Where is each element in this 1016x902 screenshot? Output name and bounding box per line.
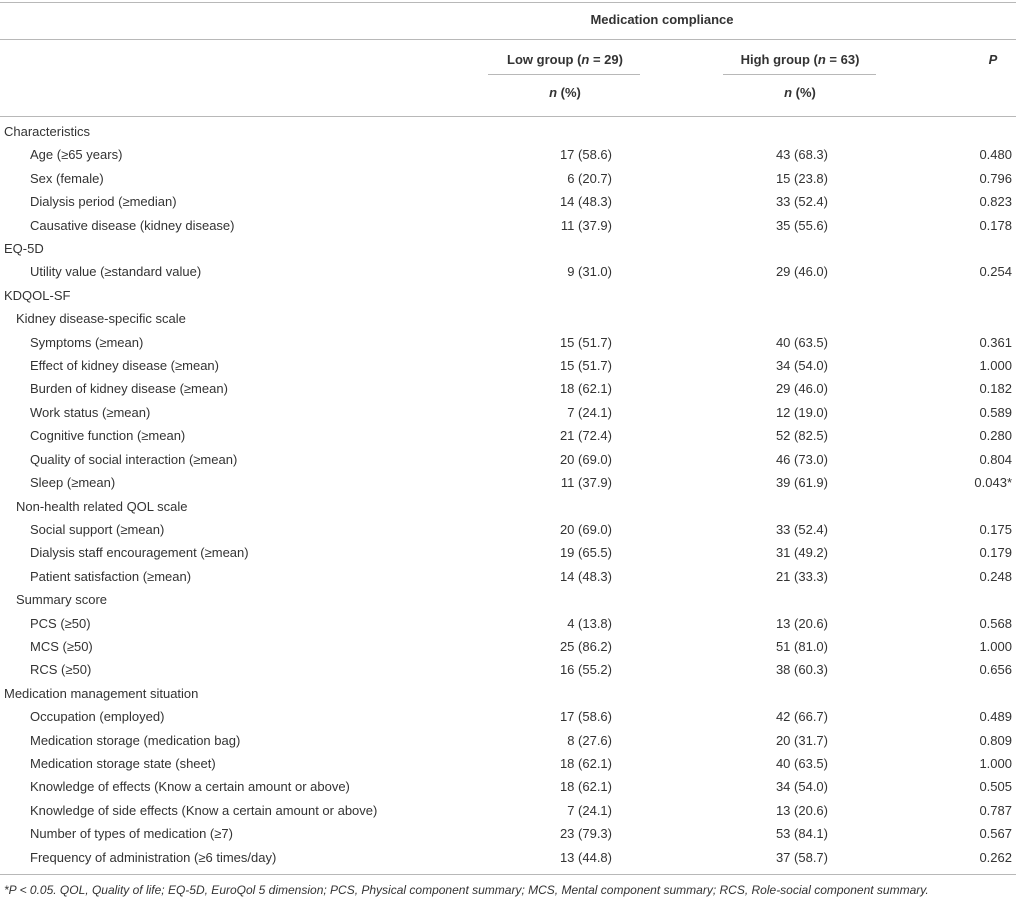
low-group-value: 18 (62.1) bbox=[559, 779, 612, 795]
low-group-subheader-n: n bbox=[549, 85, 558, 100]
p-value: 0.505 bbox=[979, 779, 1012, 795]
high-group-value: 46 (73.0) bbox=[775, 451, 828, 467]
table-row bbox=[0, 401, 1016, 424]
low-group-value: 14 (48.3) bbox=[559, 194, 612, 210]
table-row bbox=[0, 354, 1016, 377]
header-bottom-rule bbox=[0, 116, 1016, 117]
low-group-value: 18 (62.1) bbox=[559, 381, 612, 397]
table-body bbox=[0, 120, 1016, 869]
high-group-value: 51 (81.0) bbox=[775, 638, 828, 654]
high-group-value: 29 (46.0) bbox=[775, 381, 828, 397]
row-label: Patient satisfaction (≥mean) bbox=[30, 568, 192, 584]
high-group-header bbox=[741, 52, 860, 68]
section-title bbox=[0, 237, 1016, 260]
table-row bbox=[0, 143, 1016, 166]
low-group-value: 9 (31.0) bbox=[567, 264, 612, 280]
p-value: 0.175 bbox=[979, 521, 1012, 537]
p-value-header-label: P bbox=[988, 52, 998, 67]
p-value: 0.262 bbox=[979, 849, 1012, 865]
high-group-value: 31 (49.2) bbox=[775, 545, 828, 561]
low-group-value: 8 (27.6) bbox=[567, 732, 612, 748]
row-label: Work status (≥mean) bbox=[30, 404, 151, 420]
low-group-value: 7 (24.1) bbox=[567, 802, 612, 818]
p-value-header bbox=[989, 52, 998, 68]
low-group-value: 17 (58.6) bbox=[559, 147, 612, 163]
p-value: 0.480 bbox=[979, 147, 1012, 163]
p-value: 1.000 bbox=[979, 755, 1012, 771]
p-value: 0.568 bbox=[979, 615, 1012, 631]
p-value: 0.043* bbox=[974, 475, 1012, 491]
high-group-underline bbox=[723, 74, 876, 75]
low-group-value: 11 (37.9) bbox=[560, 217, 612, 233]
table-row bbox=[0, 448, 1016, 471]
high-group-value: 20 (31.7) bbox=[775, 732, 828, 748]
high-group-header-count: = 63) bbox=[825, 52, 860, 67]
low-group-value: 17 (58.6) bbox=[559, 709, 612, 725]
table-row bbox=[0, 729, 1016, 752]
table-row bbox=[0, 846, 1016, 869]
row-label: Sleep (≥mean) bbox=[30, 475, 116, 491]
table-row bbox=[0, 775, 1016, 798]
p-value: 0.280 bbox=[979, 428, 1012, 444]
low-group-value: 20 (69.0) bbox=[559, 451, 612, 467]
table-row bbox=[0, 518, 1016, 541]
row-label: Knowledge of effects (Know a certain amount or above) bbox=[30, 779, 350, 795]
high-group-value: 42 (66.7) bbox=[775, 709, 828, 725]
p-value: 0.567 bbox=[979, 826, 1012, 842]
row-label: Quality of social interaction (≥mean) bbox=[30, 451, 238, 467]
row-label: Burden of kidney disease (≥mean) bbox=[30, 381, 228, 397]
table-row bbox=[0, 214, 1016, 237]
p-value: 0.809 bbox=[979, 732, 1012, 748]
high-group-value: 21 (33.3) bbox=[775, 568, 828, 584]
section-title-label: Medication management situation bbox=[4, 685, 199, 701]
low-group-value: 21 (72.4) bbox=[559, 428, 612, 444]
row-label: Sex (female) bbox=[30, 170, 104, 186]
high-group-value: 35 (55.6) bbox=[775, 217, 828, 233]
high-group-value: 34 (54.0) bbox=[775, 358, 828, 374]
high-group-value: 12 (19.0) bbox=[775, 404, 828, 420]
row-label: MCS (≥50) bbox=[30, 638, 93, 654]
row-label: Causative disease (kidney disease) bbox=[30, 217, 235, 233]
subsection-title bbox=[0, 588, 1016, 611]
low-group-value: 18 (62.1) bbox=[559, 755, 612, 771]
high-group-subheader-percent: (%) bbox=[792, 85, 816, 100]
subsection-title bbox=[0, 495, 1016, 518]
high-group-value: 34 (54.0) bbox=[775, 779, 828, 795]
low-group-subheader-percent: (%) bbox=[557, 85, 581, 100]
table-row bbox=[0, 167, 1016, 190]
high-group-value: 40 (63.5) bbox=[775, 755, 828, 771]
row-label: Age (≥65 years) bbox=[30, 147, 123, 163]
section-title-label: KDQOL-SF bbox=[4, 287, 71, 303]
p-value: 0.804 bbox=[979, 451, 1012, 467]
low-group-header bbox=[507, 52, 623, 68]
row-label: Dialysis staff encouragement (≥mean) bbox=[30, 545, 249, 561]
high-group-value: 52 (82.5) bbox=[775, 428, 828, 444]
high-group-header-text: High group ( bbox=[740, 52, 818, 67]
p-value: 0.248 bbox=[979, 568, 1012, 584]
table-row bbox=[0, 705, 1016, 728]
low-group-value: 23 (79.3) bbox=[559, 826, 612, 842]
subsection-title-label: Kidney disease-specific scale bbox=[16, 311, 186, 327]
high-group-value: 29 (46.0) bbox=[775, 264, 828, 280]
section-title-label: EQ-5D bbox=[4, 241, 44, 257]
row-label: Knowledge of side effects (Know a certain amount or above) bbox=[30, 802, 378, 818]
table-row bbox=[0, 799, 1016, 822]
table-row bbox=[0, 424, 1016, 447]
p-value: 1.000 bbox=[979, 638, 1012, 654]
low-group-value: 13 (44.8) bbox=[559, 849, 612, 865]
high-group-value: 39 (61.9) bbox=[775, 475, 828, 491]
row-label: PCS (≥50) bbox=[30, 615, 91, 631]
low-group-value: 15 (51.7) bbox=[559, 358, 612, 374]
table-row bbox=[0, 565, 1016, 588]
table-row bbox=[0, 822, 1016, 845]
low-group-value: 7 (24.1) bbox=[567, 404, 612, 420]
low-group-underline bbox=[488, 74, 640, 75]
p-value: 0.182 bbox=[979, 381, 1012, 397]
low-group-value: 16 (55.2) bbox=[559, 662, 612, 678]
high-group-value: 15 (23.8) bbox=[775, 170, 828, 186]
row-label: RCS (≥50) bbox=[30, 662, 92, 678]
bottom-rule bbox=[0, 874, 1016, 875]
table-row bbox=[0, 190, 1016, 213]
low-group-value: 4 (13.8) bbox=[567, 615, 612, 631]
section-title bbox=[0, 284, 1016, 307]
row-label: Social support (≥mean) bbox=[30, 521, 165, 537]
row-label: Occupation (employed) bbox=[30, 709, 165, 725]
low-group-header-text: Low group ( bbox=[507, 52, 582, 67]
table-row bbox=[0, 635, 1016, 658]
p-value: 1.000 bbox=[979, 358, 1012, 374]
section-title bbox=[0, 682, 1016, 705]
p-value: 0.178 bbox=[979, 217, 1012, 233]
top-rule bbox=[0, 2, 1016, 3]
p-value: 0.179 bbox=[979, 545, 1012, 561]
row-label: Number of types of medication (≥7) bbox=[30, 826, 233, 842]
high-group-value: 40 (63.5) bbox=[775, 334, 828, 350]
table-row bbox=[0, 331, 1016, 354]
table-row bbox=[0, 471, 1016, 494]
low-group-value: 25 (86.2) bbox=[559, 638, 612, 654]
medication-compliance-header: Medication compliance bbox=[590, 12, 734, 27]
high-group-header-n: n bbox=[817, 52, 826, 67]
row-label: Symptoms (≥mean) bbox=[30, 334, 144, 350]
subsection-title bbox=[0, 307, 1016, 330]
low-group-value: 14 (48.3) bbox=[559, 568, 612, 584]
low-group-subheader bbox=[549, 85, 581, 101]
low-group-value: 19 (65.5) bbox=[559, 545, 612, 561]
p-value: 0.823 bbox=[979, 194, 1012, 210]
p-value: 0.787 bbox=[979, 802, 1012, 818]
table-row bbox=[0, 658, 1016, 681]
high-group-value: 33 (52.4) bbox=[775, 521, 828, 537]
high-group-value: 37 (58.7) bbox=[775, 849, 828, 865]
high-group-value: 33 (52.4) bbox=[775, 194, 828, 210]
p-value: 0.796 bbox=[979, 170, 1012, 186]
p-value: 0.489 bbox=[979, 709, 1012, 725]
row-label: Effect of kidney disease (≥mean) bbox=[30, 358, 219, 374]
high-group-value: 13 (20.6) bbox=[775, 802, 828, 818]
p-value: 0.589 bbox=[979, 404, 1012, 420]
section-title-label: Characteristics bbox=[4, 124, 90, 139]
high-group-value: 43 (68.3) bbox=[775, 147, 828, 163]
table-row bbox=[0, 612, 1016, 635]
low-group-value: 6 (20.7) bbox=[567, 170, 612, 186]
low-group-header-count: = 29) bbox=[589, 52, 623, 67]
low-group-header-n: n bbox=[581, 52, 590, 67]
subsection-title-label: Non-health related QOL scale bbox=[16, 498, 188, 514]
p-value: 0.254 bbox=[979, 264, 1012, 280]
subsection-title-label: Summary score bbox=[16, 592, 108, 608]
high-group-value: 38 (60.3) bbox=[775, 662, 828, 678]
p-value: 0.361 bbox=[979, 334, 1012, 350]
table-row bbox=[0, 260, 1016, 283]
row-label: Utility value (≥standard value) bbox=[30, 264, 202, 280]
row-label: Medication storage (medication bag) bbox=[30, 732, 241, 748]
table-row bbox=[0, 377, 1016, 400]
table-footnote: *P < 0.05. QOL, Quality of life; EQ-5D, EuroQol 5 dimension; PCS, Physical component summary; MCS, Mental component summary; RCS, Role-social component summary. bbox=[4, 883, 929, 897]
high-group-subheader-n: n bbox=[784, 85, 793, 100]
low-group-value: 11 (37.9) bbox=[560, 475, 612, 491]
low-group-value: 20 (69.0) bbox=[559, 521, 612, 537]
row-label: Frequency of administration (≥6 times/day) bbox=[30, 849, 277, 865]
high-group-value: 53 (84.1) bbox=[775, 826, 828, 842]
row-label: Cognitive function (≥mean) bbox=[30, 428, 186, 444]
table-row bbox=[0, 752, 1016, 775]
low-group-value: 15 (51.7) bbox=[559, 334, 612, 350]
row-label: Dialysis period (≥median) bbox=[30, 194, 177, 210]
section-title bbox=[0, 120, 1016, 143]
high-group-subheader bbox=[784, 85, 816, 101]
group-header-rule bbox=[0, 39, 1016, 40]
p-value: 0.656 bbox=[979, 662, 1012, 678]
row-label: Medication storage state (sheet) bbox=[30, 755, 216, 771]
table-row bbox=[0, 541, 1016, 564]
high-group-value: 13 (20.6) bbox=[775, 615, 828, 631]
